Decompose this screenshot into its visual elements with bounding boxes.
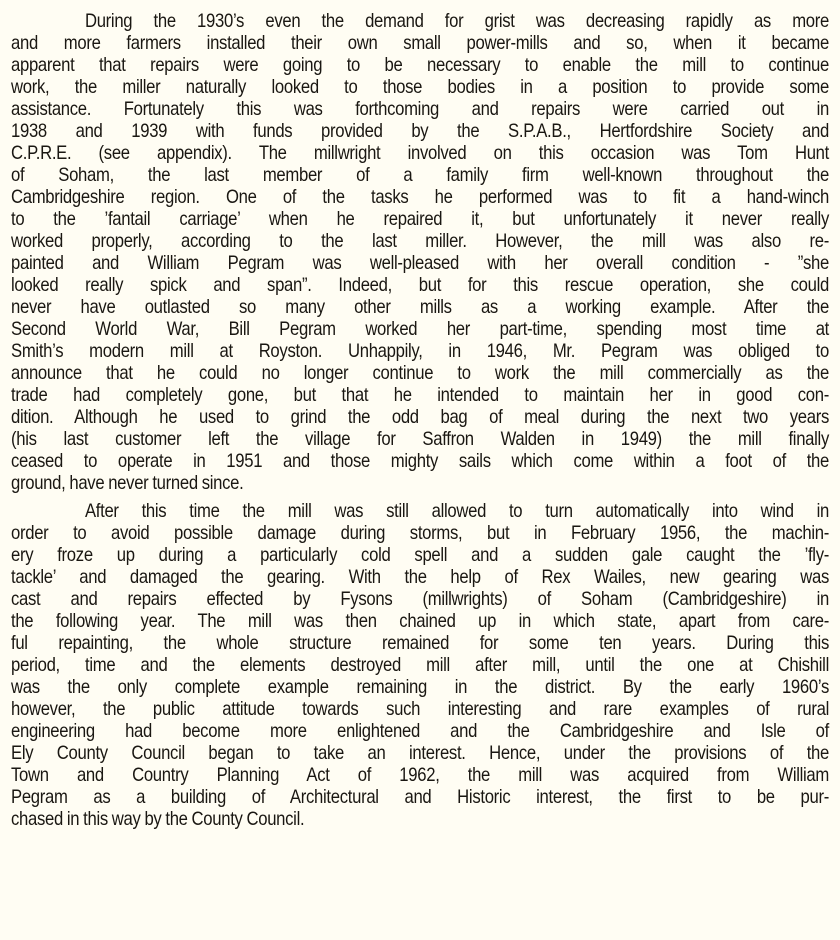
text-line: Town and Country Planning Act of 1962, the mill was acquired from William [11,764,829,786]
text-line: Second World War, Bill Pegram worked her part-time, spending most time at [11,318,829,340]
text-line: Ely County Council began to take an interest. Hence, under the provisions of the [11,742,829,764]
text-line: ery froze up during a particularly cold spell and a sudden gale caught the ’fly- [11,544,829,566]
text-line: was the only complete example remaining in the district. By the early 1960’s [11,676,829,698]
text-line: Cambridgeshire region. One of the tasks he performed was to fit a hand-winch [11,186,829,208]
text-line: ceased to operate in 1951 and those mighty sails which come within a foot of the [11,450,829,472]
text-line: Smith’s modern mill at Royston. Unhappily, in 1946, Mr. Pegram was obliged to [11,340,829,362]
text-line: of Soham, the last member of a family firm well-known throughout the [11,164,829,186]
text-line: never have outlasted so many other mills as a working example. After the [11,296,829,318]
text-line: painted and William Pegram was well-pleased with her overall condition - ”she [11,252,829,274]
text-line: to the ’fantail carriage’ when he repaired it, but unfortunately it never really [11,208,829,230]
text-line: assistance. Fortunately this was forthcoming and repairs were carried out in [11,98,829,120]
text-line: period, time and the elements destroyed mill after mill, until the one at Chishill [11,654,829,676]
text-line: After this time the mill was still allowed to turn automatically into wind in [84,500,829,522]
text-line: cast and repairs effected by Fysons (millwrights) of Soham (Cambridgeshire) in [11,588,829,610]
text-line: chased in this way by the County Council. [11,808,305,830]
text-line: trade had completely gone, but that he intended to maintain her in good con- [11,384,829,406]
text-line: the following year. The mill was then chained up in which state, apart from care- [11,610,829,632]
text-line: worked properly, according to the last miller. However, the mill was also re- [11,230,829,252]
text-line: (his last customer left the village for Saffron Walden in 1949) the mill finally [11,428,829,450]
paragraph-1 [11,10,829,494]
text-line: ful repainting, the whole structure remained for some ten years. During this [11,632,829,654]
text-line: however, the public attitude towards such interesting and rare examples of rural [11,698,829,720]
text-line: and more farmers installed their own small power-mills and so, when it became [11,32,829,54]
text-line: Pegram as a building of Architectural and Historic interest, the first to be pur- [11,786,829,808]
text-line: tackle’ and damaged the gearing. With the help of Rex Wailes, new gearing was [11,566,829,588]
text-line: apparent that repairs were going to be necessary to enable the mill to continue [11,54,829,76]
text-line: C.P.R.E. (see appendix). The millwright involved on this occasion was Tom Hunt [11,142,829,164]
text-line: dition. Although he used to grind the odd bag of meal during the next two years [11,406,829,428]
text-line: work, the miller naturally looked to those bodies in a position to provide some [11,76,829,98]
text-line: engineering had become more enlightened and the Cambridgeshire and Isle of [11,720,829,742]
text-line: During the 1930’s even the demand for grist was decreasing rapidly as more [84,10,829,32]
text-line: 1938 and 1939 with funds provided by the S.P.A.B., Hertfordshire Society and [11,120,829,142]
paragraph-2 [11,500,829,830]
text-line: looked really spick and span”. Indeed, but for this rescue operation, she could [11,274,829,296]
text-line: order to avoid possible damage during storms, but in February 1956, the machin- [11,522,829,544]
text-line: ground, have never turned since. [11,472,244,494]
document-page [11,10,829,830]
text-line: announce that he could no longer continue to work the mill commercially as the [11,362,829,384]
